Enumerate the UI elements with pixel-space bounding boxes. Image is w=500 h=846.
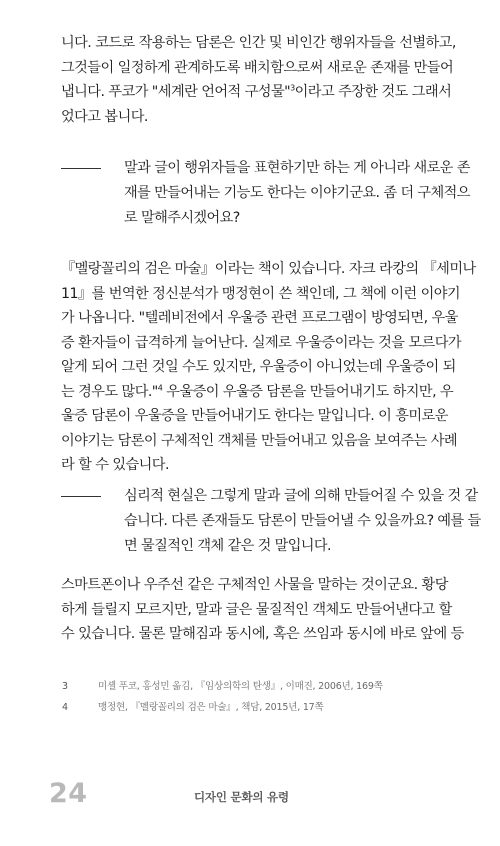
paragraph-line: 이야기는 담론이 구체적인 객체를 만들어내고 있음을 보여주는 사례 bbox=[61, 432, 458, 449]
paragraph-line: 하게 들릴지 모르지만, 말과 글은 물질적인 객체도 만들어낸다고 할 bbox=[61, 601, 452, 618]
paragraph-line: 알게 되어 그런 것일 수도 있지만, 우울증이 아니었는데 우울증이 되 bbox=[61, 359, 456, 375]
footnote-text: 미셸 푸코, 홍성민 옮김, 『임상의학의 탄생』, 이매진, 2006년, 169쪽 bbox=[98, 681, 383, 692]
paragraph-line: 11』를 번역한 정신분석가 맹정현이 쓴 책인데, 그 책에 이런 이야기 bbox=[61, 285, 461, 302]
question-line: 습니다. 다른 존재들도 담론이 만들어낼 수 있을까요? 예를 들 bbox=[124, 513, 481, 529]
question-text bbox=[124, 156, 470, 231]
paragraph-line: 증 환자들이 급격하게 늘어난다. 실제로 우울증이라는 것을 모르다가 bbox=[61, 334, 462, 351]
footnote-ref-4[interactable]: 4 bbox=[157, 382, 163, 392]
footnote-3 bbox=[62, 676, 442, 697]
footnote-number: 4 bbox=[62, 702, 69, 713]
paragraph-line: 니다. 코드로 작용하는 담론은 인간 및 비인간 행위자들을 선별하고, bbox=[61, 35, 456, 51]
paragraph-line: 었다고 봅니다. bbox=[61, 108, 148, 125]
paragraph-1 bbox=[61, 31, 456, 129]
question-line: 심리적 현실은 그렇게 말과 글에 의해 만들어질 수 있을 것 같 bbox=[124, 488, 478, 504]
question-line: 로 말해주시겠어요? bbox=[124, 210, 240, 226]
page-number: 24 bbox=[49, 778, 88, 809]
paragraph-line bbox=[61, 80, 452, 105]
paragraph-line: 그것들이 일정하게 관계하도록 배치함으로써 새로운 존재를 만들어 bbox=[61, 59, 454, 76]
paragraph-line-text: 우울증이 우울증 담론을 만들어내기도 하지만, 우 bbox=[162, 383, 454, 400]
paragraph-3 bbox=[61, 573, 464, 647]
paragraph-line-text: 는 경우도 많다." bbox=[61, 383, 158, 400]
em-dash-rule bbox=[61, 496, 101, 497]
question-line: 면 물질적인 객체 같은 것 말입니다. bbox=[124, 538, 331, 554]
paragraph-line: 수 있습니다. 물론 말해짐과 동시에, 혹은 쓰임과 동시에 바로 앞에 등 bbox=[61, 626, 464, 642]
em-dash-rule bbox=[61, 168, 101, 169]
paragraph-line: 『멜랑꼴리의 검은 마술』이라는 책이 있습니다. 자크 라캉의 『세미나 bbox=[61, 261, 476, 277]
running-title: 디자인 문화의 유령 bbox=[194, 790, 289, 804]
question-text bbox=[124, 484, 481, 559]
question-line: 재를 만들어내는 기능도 한다는 이야기군요. 좀 더 구체적으 bbox=[124, 185, 470, 201]
paragraph-line: 울증 담론이 우울증을 만들어내기도 한다는 말입니다. 이 흥미로운 bbox=[61, 408, 448, 424]
paragraph-line bbox=[61, 380, 454, 405]
paragraph-line-text: 이라고 주장한 것도 그래서 bbox=[294, 84, 452, 100]
paragraph-line-text: 냅니다. 푸코가 "세계란 언어적 구성물" bbox=[61, 84, 291, 100]
question-line: 말과 글이 행위자들을 표현하기만 하는 게 아니라 새로운 존 bbox=[124, 160, 470, 176]
footnote-4 bbox=[62, 697, 442, 718]
footnote-ref-3[interactable]: 3 bbox=[290, 83, 295, 93]
footnote-text: 맹정현, 『멜랑꼴리의 검은 마술』, 책담, 2015년, 17쪽 bbox=[98, 702, 324, 713]
paragraph-line: 라 할 수 있습니다. bbox=[61, 457, 169, 473]
footnotes bbox=[62, 676, 442, 718]
paragraph-line: 가 나옵니다. "텔레비전에서 우울증 관련 프로그램이 방영되면, 우울 bbox=[61, 310, 458, 326]
paragraph-line: 스마트폰이나 우주선 같은 구체적인 사물을 말하는 것이군요. 황당 bbox=[61, 577, 448, 593]
footnote-number: 3 bbox=[62, 681, 69, 692]
paragraph-2 bbox=[61, 257, 476, 478]
